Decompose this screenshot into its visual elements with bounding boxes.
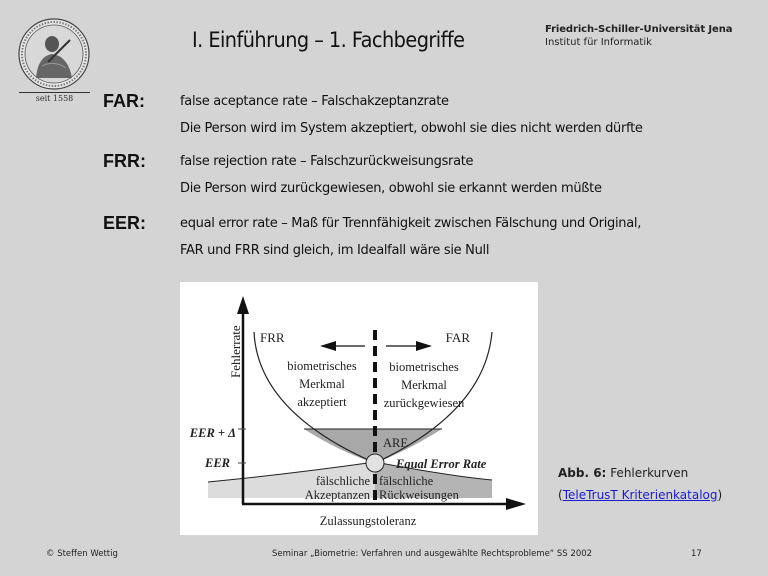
university-name: Friedrich-Schiller-Universität Jena (545, 24, 733, 35)
term-far-explanation: Die Person wird im System akzeptiert, obwohl sie dies nicht werden dürfte (180, 121, 643, 136)
frr-curve-label: FRR (260, 330, 285, 345)
caption-close-paren: ) (717, 488, 723, 502)
caption-text: Fehlerkurven (610, 466, 689, 480)
caption-source (558, 488, 722, 502)
institute-name: Institut für Informatik (545, 37, 652, 48)
error-curves-diagram (180, 282, 538, 535)
left-arrow-head (320, 341, 336, 351)
right-region-line3: zurückgewiesen (383, 396, 465, 410)
term-frr-definition: false rejection rate – Falschzurückweisungsrate (180, 154, 474, 169)
source-link[interactable]: TeleTrusT Kriterienkatalog (562, 488, 718, 502)
x-axis-arrow (506, 498, 526, 510)
equal-error-rate-label: Equal Error Rate (396, 457, 487, 471)
term-far-abbr: FAR: (103, 91, 145, 111)
term-far-definition: false aceptance rate – Falschakzeptanzrate (180, 94, 449, 109)
left-region-line3: akzeptiert (297, 395, 347, 409)
eer-point (366, 454, 384, 472)
term-eer-abbr: EER: (103, 213, 147, 233)
false-reject-line1: fälschliche (379, 474, 434, 488)
slide-title: I. Einführung – 1. Fachbegriffe (192, 28, 465, 52)
footer-author: © Steffen Wettig (46, 549, 118, 559)
term-frr-abbr: FRR: (103, 151, 146, 171)
left-region-line2: Merkmal (299, 377, 345, 391)
caption-label: Abb. 6: (558, 466, 607, 480)
error-curves-figure (180, 282, 538, 535)
left-region-line1: biometrisches (287, 359, 357, 373)
university-seal-logo (18, 18, 90, 90)
seal-caption: seit 1558 (35, 94, 74, 103)
term-frr-explanation: Die Person wird zurückgewiesen, obwohl sie erkannt werden müßte (180, 181, 602, 196)
false-accept-line1: fälschliche (315, 474, 370, 488)
x-axis-label: Zulassungstoleranz (319, 514, 417, 528)
right-region-line1: biometrisches (389, 360, 459, 374)
caption-open-paren: ( (558, 488, 563, 502)
figure-caption (558, 466, 688, 480)
y-axis-label: Fehlerrate (228, 325, 243, 378)
eer-label: EER (204, 456, 230, 470)
false-reject-line2: Rückweisungen (379, 488, 459, 502)
right-region-line2: Merkmal (401, 378, 447, 392)
far-curve-label: FAR (445, 330, 470, 345)
eer-plus-delta-label: EER + Δ (189, 426, 236, 440)
term-eer-definition: equal error rate – Maß für Trennfähigkeit zwischen Fälschung und Original, (180, 216, 642, 231)
are-label: ARE (383, 436, 408, 450)
page-number: 17 (691, 549, 702, 559)
y-axis-arrow (237, 296, 249, 314)
right-arrow-head (416, 341, 432, 351)
seal-divider (19, 92, 90, 93)
term-eer-explanation: FAR und FRR sind gleich, im Idealfall wäre sie Null (180, 243, 490, 258)
footer-seminar: Seminar „Biometrie: Verfahren und ausgewählte Rechtsprobleme“ SS 2002 (272, 549, 593, 559)
false-accept-line2: Akzeptanzen (304, 488, 370, 502)
